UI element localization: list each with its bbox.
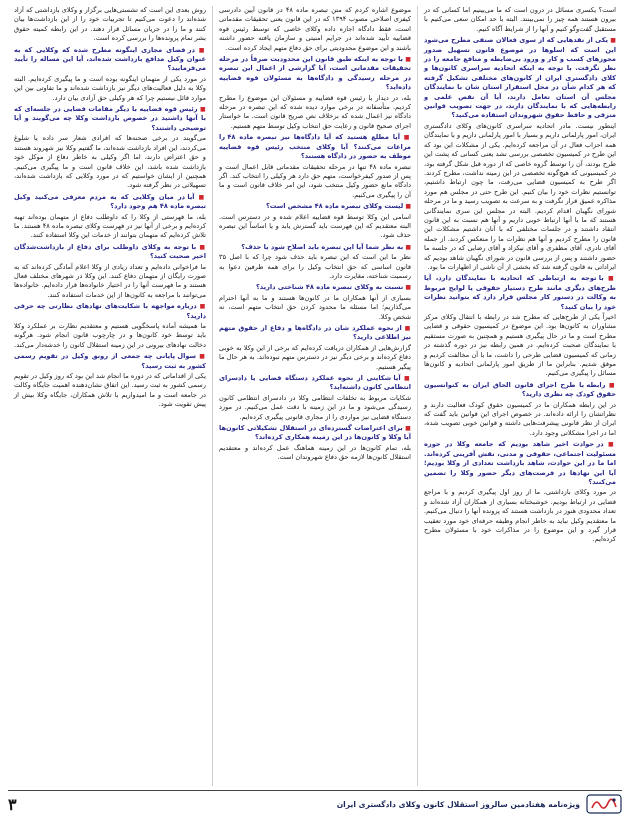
answer-paragraph: اخیراً یکی از طرح‌هایی که مطرح شد در رابطه با انتقال وکلای مرکز مشاوران به کانون‌ها بود. این موضوع در کمیسیون حقوقی و قضایی مطرح است و ما در حال پیگیری هستیم و همچنین به صورت مستقیم با نمایندگان صحبت کرده‌ایم. در همین رابطه نیز در دوره گذشته در زمانی که کمیسیون قضایی طرحی را داشت، ما با آن مخالفت کردیم و موفق شدیم. بنابراین ما از طریق امور پارلمانی اتحادیه و کانون‌ها مسائل را پیگیری می‌کنیم. <box>424 313 616 378</box>
answer-paragraph: ما همیشه آماده پاسخگویی هستیم و معتقدیم نظارت بر عملکرد وکلا باید توسط خود کانون‌ها و در چارچوب قانون انجام شود. هرگونه دخالت نهادهای بیرونی در این زمینه استقلال کانون را خدشه‌دار می‌کند. <box>14 322 206 349</box>
answer-paragraph: می‌گویند در برخی صحنه‌ها که افرادی شعار سر داده یا شلوغ می‌کردند، این افراد بازداشت شده‌اند، ما گفتیم وکلا نیز شهروند هستند و حق اعتراض دارند، اما اگر وکیلی به خاطر دفاع از موکل خود بازداشت شده باشد، این خلاف قانون است و ما پیگیری می‌کنیم. همچنین از ایشان خواستیم که در مورد وکلایی که بازداشت شده‌اند، تسهیلاتی در نظر گرفته شود. <box>14 134 206 190</box>
interview-question: ■ آیا مطلع هستید که آیا دادگاه‌ها نیز تبصره ماده ۴۸ را مراعات می‌کنند؟ آیا وکلای منتخب رئیس قوه قضاییه موظف به حضور در دادگاه هستند؟ <box>219 133 411 161</box>
answer-paragraph: شکایات مربوط به تخلفات انتظامی وکلا در دادسرای انتظامی کانون رسیدگی می‌شود و ما در این زمینه با دقت عمل می‌کنیم. در مورد دستگاه قضایی نیز مواردی را از مجاری قانونی پیگیری کرده‌ایم. <box>219 393 411 421</box>
interview-question: ■ آیا شکایتی از نحوه عملکرد دستگاه قضایی یا دادسرای انتظامی کانون داشته‌اید؟ <box>219 374 411 393</box>
interview-question: ■ از نحوه عملکرد شان در دادگاه‌ها و دفاع از حقوق متهم نیز اطلاعی دارید؟ <box>219 324 411 343</box>
answer-paragraph: بله، در دیدار با رئیس قوه قضاییه و مسئولان این موضوع را مطرح کردیم. متأسفانه در برخی موارد دیده شده که این تبصره در مرحله دادگاه نیز اعمال شده که برخلاف نص صریح قانون است. ما خواستار اجرای صحیح قانون و رعایت حق انتخاب وکیل توسط متهم هستیم. <box>219 93 411 130</box>
answer-paragraph: یکی از اقداماتی که در دوره ما انجام شد این بود که روز وکیل در تقویم رسمی کشور به ثبت رسید. این اتفاق نشان‌دهنده اهمیت جایگاه وکالت در جامعه است و ما امیدواریم با تلاش همکاران، جایگاه وکلا بیش از پیش تقویت شود. <box>14 372 206 409</box>
answer-paragraph: ما فراخوانی داده‌ایم و تعداد زیادی از وکلا اعلام آمادگی کرده‌اند که به صورت رایگان از متهمان دفاع کنند. این وکلا در شهرهای مختلف فعال هستند و ما فهرست آنها را در اختیار خانواده‌ها قرار داده‌ایم. خانواده‌ها می‌توانند با مراجعه به کانون‌ها از این خدمات استفاده کنند. <box>14 262 206 299</box>
answer-paragraph: گزارش‌هایی از همکاران دریافت کرده‌ایم که برخی از این وکلا به خوبی دفاع کرده‌اند و برخی دیگر نیز در دسترس متهم نبوده‌اند. به هر حال ما پیگیر هستیم. <box>219 343 411 371</box>
article-columns <box>8 6 622 786</box>
interview-question: ■ در حوادث اخیر شاهد بودیم که جامعه وکلا در حوزه مسئولیت اجتماعی، حقوقی و مدنی، نقش آفرینی کرده‌اند. اما ما در این حوادث، شاهد بازداشت تعدادی از وکلا بودیم؛ آیا این نهادها در فرصت‌های دیگر حضور وکلا را تضمین می‌کنند؟ <box>424 440 616 487</box>
answer-paragraph: اینطور نیست. مادر اتحادیه سراسری کانون‌های وکلای دادگستری ایران، امور پارلمانی داریم و بسیار با امور پارلمانی داریم و با نمایندگان همه احزاب فعال در آن مراجعه کرده‌ایم. یکی از مشکلات این بود که این طرح در کمیسیون تخصصی بررسی نشد یعنی کسانی که پشت این طرح بودند، آن را توسط گروه خاصی که از دوره قبل شکل گرفته بود، در کمیسیونی که هیچ‌گونه تخصصی در این زمینه نداشت، مطرح کردند. اگر طرح به کمیسیون قضایی می‌رفت، ما چون ارتباط داشتیم، توانستیم نظرات خود را بیان کنیم. این طرح حتی در مجلس هم مورد مذاکره عمیق قرار نگرفت و به سرعت به تصویب رسید و ما در مرحله شورای نگهبان اقدام کردیم. البته در مجلس این سری نمایندگانی هستند که ما با آنها ارتباط خوبی داریم و آنها هم نسبت به این قانون انتقاد داشتند و در جلسات مختلفی که با آنان داشتیم مشکلات این قانون را مطرح کردیم و آنها هم نظرات ما را منعکس کردند. از جمله آقای نادری، آقای مظفری و آقای نیکزاد و آقای رضایی که در جلسه ما حضور داشتند و پس از بررسی قانون در شورای نگهبان شاهد بودیم که ایراداتی به قانون گرفته شد که بخشی از آن ناشی از اظهارات ما بود. <box>424 121 616 271</box>
answer-paragraph: نظر ما این است که این تبصره باید حذف شود چرا که با اصل ۳۵ قانون اساسی که حق انتخاب وکیل را برای همه طرفین دعوا به رسمیت شناخته، مغایرت دارد. <box>219 253 411 280</box>
interview-question: ■ در فضای مجازی اینگونه مطرح شده که وکلایی که به عنوان وکیل مدافع بازداشت شده‌اند، آیا این مساله را تأیید می‌فرمایید؟ <box>14 46 206 74</box>
answer-paragraph: بسیاری از آنها همکاران ما در کانون‌ها هستند و ما به آنها احترام می‌گذاریم؛ اما مسئله ما محدود کردن حق انتخاب متهم است، نه شخص وکلا. <box>219 293 411 321</box>
answer-paragraph: بله، ما فهرستی از وکلا را که داوطلب دفاع از متهمان بوده‌اند تهیه کرده‌ایم و برخی از آنها نیز در فهرست وکلای تبصره ماده ۴۸ هستند. ما تلاش کرده‌ایم که متهمان بتوانند از خدمات این وکلا استفاده کنند. <box>14 212 206 240</box>
interview-question: ■ رابطه با طرح اجرای قانون الحاق ایران به کنوانسیون حقوق کودک چه نظری دارید؟ <box>424 381 616 400</box>
interview-question: ■ با توجه به وکلای داوطلب برای دفاع از بازداشت‌شدگان اخیر صحبت کنید؟ <box>14 243 206 262</box>
answer-paragraph: اسامی این وکلا توسط قوه قضاییه اعلام شده و در دسترس است. البته معتقدیم که این فهرست باید گسترش یابد و یا اساساً این تبصره حذف شود. <box>219 212 411 240</box>
interview-question: ■ درباره مواجهه با شکایت‌های نهادهای نظارتی چه حرفی دارید؟ <box>14 302 206 321</box>
interview-question: ■ به نظر شما آیا این تبصره باید اصلاح شود یا حذف؟ <box>219 243 411 252</box>
interview-question: ■ با توجه به اینکه طبق قانون این محدودیت صرفاً در مرحله تحقیقات مقدماتی است، آیا گزارشی از اعمال این تبصره در مرحله رسیدگی و دادگاه‌ها به مسئولان قوه قضاییه داده‌اید؟ <box>219 55 411 93</box>
interview-question: ■ با توجه به ارتباطی که اتحادیه با نمایندگان دارد، آیا طرح‌های دیگری مانند طرح دستیار حقوقی یا لوایح مربوط به وکالت در دستور کار مجلس قرار دارد که بتوانید نظرات خود را بیان کنید؟ <box>424 274 616 312</box>
interview-question: ■ یکی از نقدهایی که از سوی فعالان صنفی مطرح می‌شود این است که اسلوها در موضوع قانون تسهیل صدور مجوزهای کسب و کار و ورود بی‌ضابطه و منافع جامعه را در نظر نگرفت. با توجه به اینکه اتحادیه سراسری کانون‌ها و کلای دادگستری ایران از کانون‌های مختلفی تشکیل گرفته که هر کدام شأن در محل استقرار استان شان با نمایندگان مجلس آن استان تعامل دارند، آیا آن نقص علمی و رابطه‌هایی که با نمایندگان دارند، در جهت تصویب قوانین مترقی و حافظ حقوق شهروندان استفاده می‌کنید؟ <box>424 36 616 121</box>
answer-paragraph: موضوع اشاره کردم که متن تبصره ماده ۴۸ در قانون آیین دادرسی کیفری اصلاحی مصوب ۱۳۹۴ که در این قانون یعنی تحقیقات مقدماتی است، فقط دادگاه اجازه داده وکلای خاصی که توسط رئیس قوه قضاییه تأیید شده‌اند در جرایم امنیتی و سازمان یافته حضور داشته باشند و این موضوع محدودیتی برای حق دفاع متهم ایجاد کرده است. <box>219 6 411 52</box>
article-column <box>417 6 622 786</box>
footer-branding <box>337 793 622 815</box>
answer-paragraph: روش بعدی این است که تشستی‌هایی برگزار و وکلای بازداشتی که آزاد شده‌اند را دعوت می‌کنیم تا تجربیات خود را از این بازداشت‌ها بیان کنند و ما را در جریان مسائل قرار دهند. در این رابطه کمیته حقوق بشر تمام پرونده‌ها را بررسی کرده است. <box>14 6 206 43</box>
interview-question: ■ سوال پایانی چه جمعی از رونق وکیل در تقویم رسمی کشور به ثبت رسید؟ <box>14 352 206 371</box>
logo-mark-icon <box>586 793 622 815</box>
interview-question: ■ برای اعتراضات گسترده‌ای در استقلال تشکیلاتی کانون‌ها آیا وکلا و کانون‌ها در این زمینه همکاری کرده‌اند؟ <box>219 424 411 443</box>
page-footer <box>8 790 622 817</box>
page-number: ۳ <box>8 794 17 814</box>
answer-paragraph: در مورد وکلای بازداشتی، ما از روز اول پیگیری کردیم و با مراجع قضایی در ارتباط بودیم. خوشبختانه بسیاری از همکاران آزاد شده‌اند و تعداد محدودی هنوز در بازداشت هستند که پرونده آنها را دنبال می‌کنیم. ما معتقدیم وکیل نباید به خاطر انجام وظیفه حرفه‌ای خود مورد تعقیب قرار گیرد و این موضوع را در مذاکرات خود با مسئولان مطرح کرده‌ایم. <box>424 488 616 544</box>
article-column <box>8 6 212 786</box>
answer-paragraph: در مورد یکی از متهمان اینگونه بوده است و ما پیگیری کرده‌ایم. البته وکلا به دلیل فعالیت‌های دیگر نیز بازداشت شده‌اند و ما تفاوتی بین این موارد قائل نیستیم چرا که هر وکیلی حق آزادی بیان دارد. <box>14 74 206 102</box>
answer-paragraph: است؟ یکسری مسائل در درون است که ما می‌بینیم اما کسانی که در بیرون هستند همه چیز را نمی‌بینند. البته با حد امکان سعی می‌کنیم با مستقبل گفت‌وگو کنیم و آنها را از شرایط آگاه کنیم. <box>424 6 616 33</box>
publication-title: ویژه‌نامه هفتادمین سالروز استقلال کانون وکلای دادگستری ایران <box>336 799 580 809</box>
article-column <box>212 6 417 786</box>
answer-paragraph: در این رابطه همکاران ما در کمیسیون حقوق کودک فعالیت دارند و نظراتشان را ارائه داده‌اند. در خصوص اجرای این قوانین باید گفت که ایران از نظر قانونی پیشرفت‌هایی داشته و قوانین خوبی تصویب شده، اما در اجرا مشکلاتی وجود دارد. <box>424 400 616 437</box>
interview-question: ■ آیا در میان وکلایی که به مردم معرفی می‌کنید وکیل تبصره ماده ۴۸ هم وجود دارد؟ <box>14 193 206 212</box>
publication-logo <box>586 793 622 815</box>
answer-paragraph: بله، تمام کانون‌ها در این زمینه هماهنگ عمل کرده‌اند و معتقدیم استقلال کانون‌ها لازمه حق دفاع شهروندان است. <box>219 443 411 462</box>
answer-paragraph: تبصره ماده ۴۸ تنها در مرحله تحقیقات مقدماتی قابل اعمال است و پس از صدور کیفرخواست، متهم حق دارد هر وکیلی را انتخاب کند. اگر دادگاه مانع حضور وکیل منتخب شود، این امر خلاف قانون است و ما آن را پیگیری می‌کنیم. <box>219 162 412 199</box>
interview-question: ■ رئیس قوه قضاییه با دیگر مقامات قضایی در جلسه‌ای که با آنها داشتید در خصوص بازداشت وکلا چه می‌گویند و آیا توضیحی داشتند؟ <box>14 105 206 133</box>
interview-question: ■ لیست وکلای تبصره ماده ۴۸ مشخص است؟ <box>219 202 411 211</box>
interview-question: ■ نسبت به وکلای تبصره ماده ۴۸ شناختی دارید؟ <box>219 283 411 292</box>
